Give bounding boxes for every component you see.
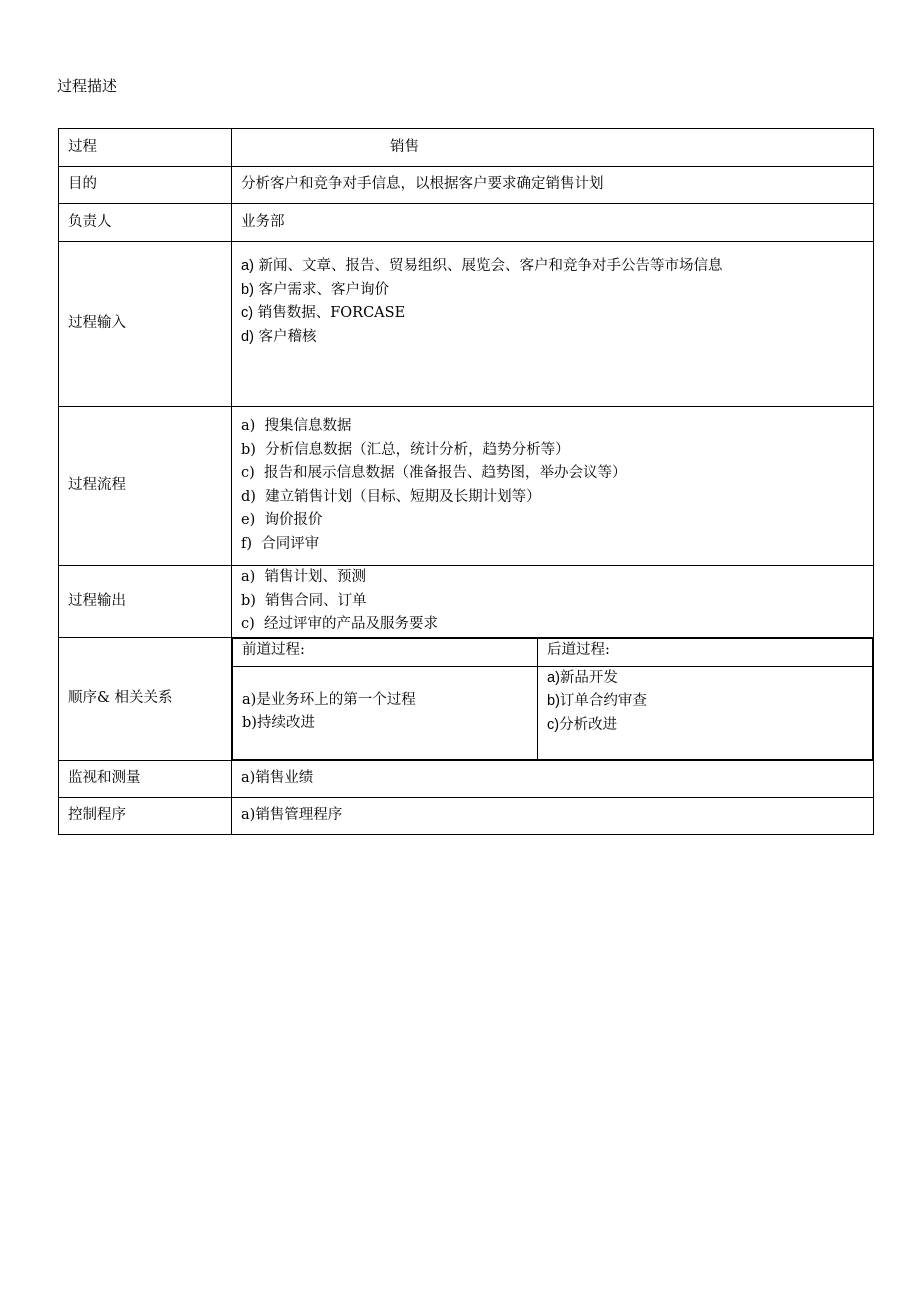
next-process-header: 后道过程: — [538, 638, 873, 666]
label-inputs: 过程输入 — [59, 242, 232, 407]
list-item: a) 新闻、文章、报告、贸易组织、展览会、客户和竞争对手公告等市场信息 — [241, 258, 723, 274]
outputs-list — [241, 566, 864, 637]
list-item: a) 销售计划、预测 — [241, 569, 367, 585]
list-item: b)订单合约审查 — [547, 693, 647, 709]
flow-list — [241, 415, 864, 556]
next-process-list — [538, 666, 873, 759]
label-outputs: 过程输出 — [59, 566, 232, 638]
list-item: a) 搜集信息数据 — [241, 418, 352, 434]
process-description-table — [58, 128, 874, 835]
row-monitoring — [59, 760, 874, 797]
label-control: 控制程序 — [59, 797, 232, 834]
label-sequence: 顺序& 相关关系 — [59, 637, 232, 760]
process-name: 销售 — [390, 138, 419, 155]
document-title: 过程描述 — [57, 77, 118, 95]
label-owner: 负责人 — [59, 204, 232, 242]
list-item: c) 销售数据、FORCASE — [241, 305, 406, 321]
label-process: 过程 — [59, 129, 232, 167]
row-purpose — [59, 167, 874, 204]
row-outputs — [59, 566, 874, 638]
label-flow: 过程流程 — [59, 407, 232, 566]
list-item: c) 经过评审的产品及服务要求 — [241, 616, 438, 632]
list-item: c)分析改进 — [547, 716, 618, 733]
row-control — [59, 797, 874, 834]
value-inputs — [232, 242, 874, 407]
value-process — [232, 129, 874, 167]
list-item: d) 客户稽核 — [241, 328, 317, 345]
list-item: a)是业务环上的第一个过程 — [242, 691, 416, 708]
list-item: f) 合同评审 — [241, 535, 320, 552]
sequence-subtable — [232, 638, 873, 760]
inputs-list — [241, 255, 864, 349]
list-item: b) 分析信息数据（汇总，统计分析，趋势分析等） — [241, 441, 570, 458]
row-process — [59, 129, 874, 167]
list-item: b) 销售合同、订单 — [241, 592, 367, 609]
value-sequence — [232, 637, 874, 760]
previous-process-list — [233, 666, 538, 759]
value-monitoring: a)销售业绩 — [232, 760, 874, 797]
row-sequence — [59, 637, 874, 760]
row-flow — [59, 407, 874, 566]
list-item: c) 报告和展示信息数据（准备报告、趋势图，举办会议等） — [241, 465, 627, 481]
list-item: b) 客户需求、客户询价 — [241, 281, 390, 298]
value-purpose: 分析客户和竞争对手信息，以根据客户要求确定销售计划 — [232, 167, 874, 204]
list-item: d) 建立销售计划（目标、短期及长期计划等） — [241, 488, 541, 505]
previous-process-header: 前道过程: — [233, 638, 538, 666]
list-item: b)持续改进 — [242, 715, 315, 731]
row-inputs — [59, 242, 874, 407]
list-item: e) 询价报价 — [241, 512, 323, 528]
label-monitoring: 监视和测量 — [59, 760, 232, 797]
value-owner: 业务部 — [232, 204, 874, 242]
list-item: a)新品开发 — [547, 669, 618, 686]
row-owner — [59, 204, 874, 242]
value-outputs — [232, 566, 874, 638]
label-purpose: 目的 — [59, 167, 232, 204]
value-control: a)销售管理程序 — [232, 797, 874, 834]
value-flow — [232, 407, 874, 566]
